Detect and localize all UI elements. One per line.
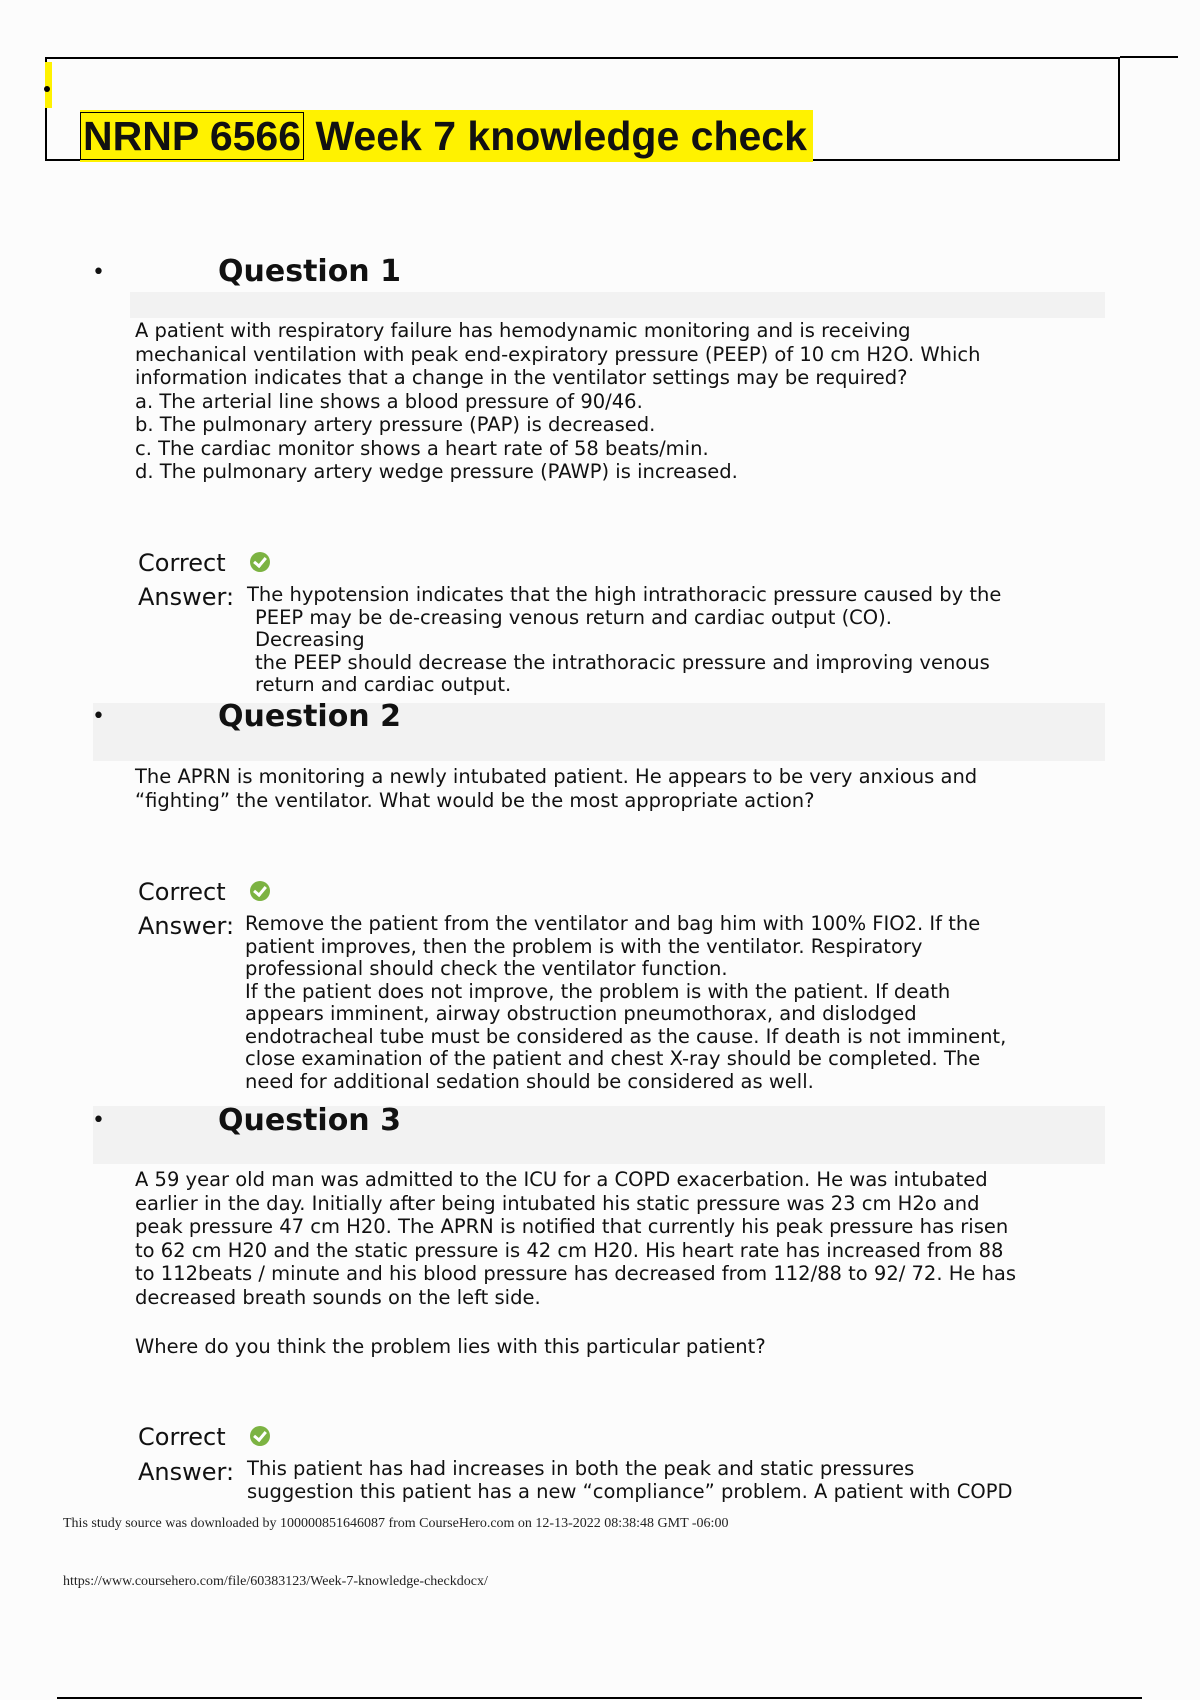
bullet-dot-icon <box>44 86 50 92</box>
question-line: A 59 year old man was admitted to the ICU for a COPD exacerbation. He was intubated <box>135 1168 988 1191</box>
option-d: d. The pulmonary artery wedge pressure (PAWP) is increased. <box>135 460 738 483</box>
question-line: to 112beats / minute and his blood pressure has decreased from 112/88 to 92/ 72. He has <box>135 1262 1017 1285</box>
answer-line: This patient has had increases in both the peak and static pressures <box>247 1457 915 1480</box>
page-title <box>80 110 813 162</box>
answer-line: professional should check the ventilator function. <box>245 957 728 980</box>
answer-line: suggestion this patient has a new “compliance” problem. A patient with COPD <box>247 1479 1013 1503</box>
question-line: earlier in the day. Initially after being intubated his static pressure was 23 cm H2o and <box>135 1191 980 1215</box>
answer-label: Answer: <box>138 912 235 940</box>
source-note: This study source was downloaded by 100000851646087 from CourseHero.com on 12-13-2022 08:38:48 GMT -06:00 <box>63 1516 729 1531</box>
check-icon <box>250 552 270 572</box>
question-line: information indicates that a change in the ventilator settings may be required? <box>135 366 908 389</box>
question-2-heading: Question 2 <box>218 699 401 734</box>
answer-line: Decreasing <box>255 628 365 651</box>
status-text: Correct <box>138 878 226 906</box>
question-line: “fighting” the ventilator. What would be the most appropriate action? <box>135 788 815 812</box>
answer-line: PEEP may be de-creasing venous return and cardiac output (CO). <box>255 605 892 629</box>
answer-label: Answer: <box>138 583 235 611</box>
title-top-rule <box>1120 56 1178 58</box>
question-1-status <box>138 549 270 577</box>
answer-line: appears imminent, airway obstruction pneumothorax, and dislodged <box>245 1002 917 1025</box>
answer-line: endotracheal tube must be considered as the cause. If death is not imminent, <box>245 1024 1007 1048</box>
option-b: b. The pulmonary artery pressure (PAP) is decreased. <box>135 413 656 436</box>
answer-line: close examination of the patient and chest X-ray should be completed. The <box>245 1047 981 1070</box>
status-text: Correct <box>138 549 226 577</box>
question-line: A patient with respiratory failure has hemodynamic monitoring and is receiving <box>135 319 911 342</box>
question-line: peak pressure 47 cm H20. The APRN is notified that currently his peak pressure has risen <box>135 1215 1009 1238</box>
check-icon <box>250 881 270 901</box>
answer-line: patient improves, then the problem is with the ventilator. Respiratory <box>245 934 923 958</box>
bullet-icon: • <box>92 260 105 285</box>
question-3-heading: Question 3 <box>218 1103 401 1138</box>
question-1-heading: Question 1 <box>218 254 401 289</box>
question-line: mechanical ventilation with peak end-expiratory pressure (PEEP) of 10 cm H2O. Which <box>135 342 981 366</box>
answer-line: the PEEP should decrease the intrathoracic pressure and improving venous <box>255 650 990 674</box>
question-1-text <box>135 319 1075 484</box>
answer-line: Remove the patient from the ventilator and bag him with 100% FIO2. If the <box>245 912 981 935</box>
question-3-text <box>135 1168 1095 1309</box>
question-2-status <box>138 878 270 906</box>
question-3-answer <box>247 1458 1077 1503</box>
question-line: The APRN is monitoring a newly intubated patient. He appears to be very anxious and <box>135 765 978 788</box>
title-text: Week 7 knowledge check <box>304 113 807 159</box>
question-line: decreased breath sounds on the left side. <box>135 1285 541 1309</box>
option-a: a. The arterial line shows a blood pressure of 90/46. <box>135 389 643 413</box>
check-icon <box>250 1426 270 1446</box>
question-1-band <box>130 292 1105 318</box>
answer-line: need for additional sedation should be considered as well. <box>245 1069 814 1093</box>
answer-line: return and cardiac output. <box>255 673 512 696</box>
bottom-rule <box>57 1697 1142 1699</box>
highlight-marker <box>45 62 52 108</box>
option-c: c. The cardiac monitor shows a heart rate of 58 beats/min. <box>135 436 709 460</box>
question-line: to 62 cm H20 and the static pressure is 42 cm H20. His heart rate has increased from 88 <box>135 1238 1004 1262</box>
question-2-answer <box>245 913 1075 1093</box>
status-text: Correct <box>138 1423 226 1451</box>
answer-line: If the patient does not improve, the problem is with the patient. If death <box>245 979 951 1003</box>
source-url[interactable]: https://www.coursehero.com/file/60383123/Week-7-knowledge-checkdocx/ <box>63 1574 488 1589</box>
question-2-text <box>135 765 1075 812</box>
bullet-icon: • <box>92 704 105 729</box>
course-code: NRNP 6566 <box>80 112 304 160</box>
question-1-answer <box>247 584 1077 697</box>
answer-line: The hypotension indicates that the high intrathoracic pressure caused by the <box>247 583 1002 606</box>
question-3-followup: Where do you think the problem lies with this particular patient? <box>135 1335 766 1358</box>
answer-label: Answer: <box>138 1458 235 1486</box>
question-3-status <box>138 1423 270 1451</box>
bullet-icon: • <box>92 1108 105 1133</box>
